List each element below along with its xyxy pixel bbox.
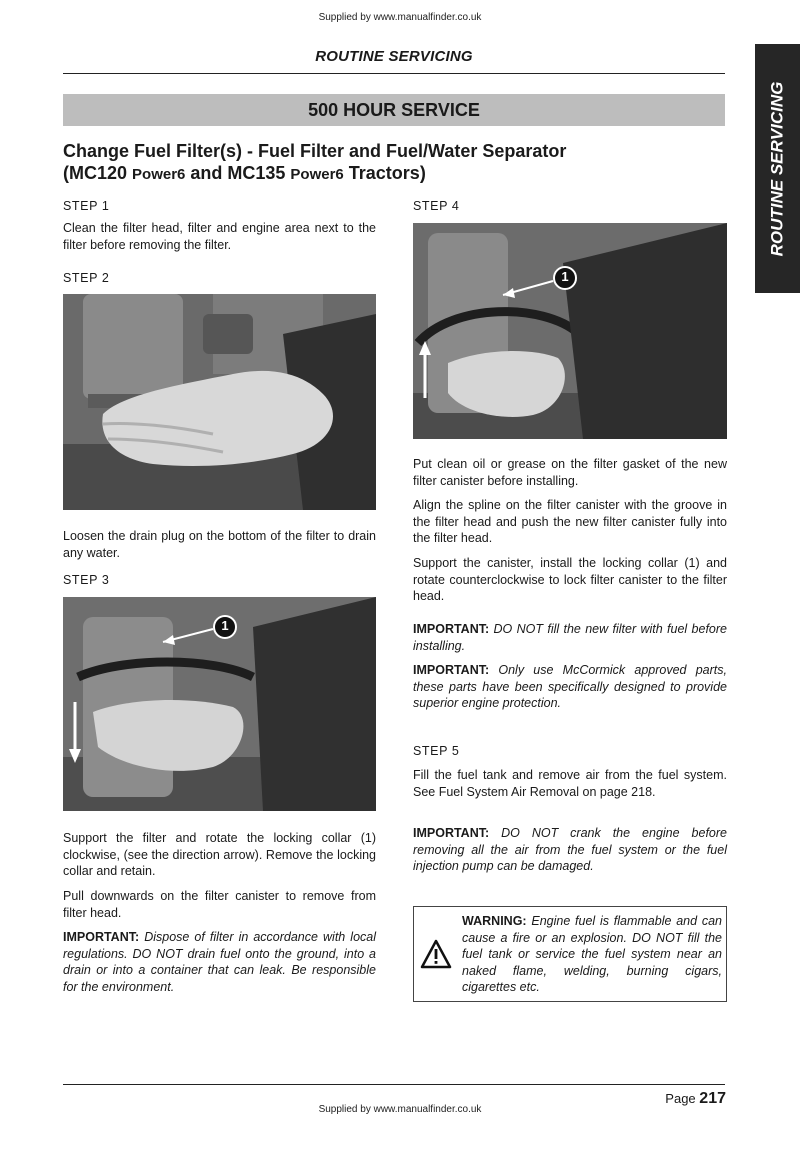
warning-body: Engine fuel is flammable and can cause a fire or an explosion. DO NOT fill the fuel tank or service the fuel system near an naked flame, welding, burning cigars, cigarettes etc. (462, 914, 722, 994)
step1-text: Clean the filter head, filter and engine area next to the filter before removing the filter. (63, 221, 376, 252)
warning-triangle-icon (420, 939, 452, 974)
heading-line-1: Change Fuel Filter(s) - Fuel Filter and Fuel/Water Separator (63, 141, 567, 161)
warning-label: WARNING: (462, 914, 527, 928)
section-title: ROUTINE SERVICING (315, 48, 473, 65)
warning-text (462, 913, 722, 996)
step3-text-2: Pull downwards on the filter canister to remove from filter head. (63, 889, 376, 920)
step2-label: STEP 2 (63, 271, 110, 285)
heading-power-1: Power6 (132, 166, 186, 183)
side-tab-label: ROUTINE SERVICING (767, 81, 787, 256)
right-important-1 (413, 621, 727, 654)
step4-callout-number: 1 (561, 269, 569, 284)
important-text: DO NOT fill the new filter with fuel before installing. (413, 622, 727, 653)
heading-model-2: and MC135 (185, 163, 291, 183)
supplied-by-header: Supplied by www.manualfinder.co.uk (318, 12, 482, 23)
right-important-2 (413, 662, 727, 712)
warning-box (413, 906, 727, 1002)
step5-text: Fill the fuel tank and remove air from the fuel system. See Fuel System Air Removal on page 218. (413, 768, 727, 799)
important-text: Dispose of filter in accordance with local regulations. DO NOT drain fuel onto the ground, into a drain or into a container that can leak. Be responsible for the environment. (63, 930, 377, 994)
step3-label: STEP 3 (63, 573, 110, 587)
right-important-3 (413, 825, 727, 875)
side-tab (755, 44, 800, 293)
important-text: DO NOT crank the engine before removing all the air from the fuel system or the fuel injection pump can be damaged. (413, 826, 727, 873)
step4-text-3: Support the canister, install the locking collar (1) and rotate counterclockwise to lock filter canister to the filter head. (413, 556, 727, 603)
page-number-value: 217 (699, 1090, 726, 1107)
service-banner: 500 HOUR SERVICE (63, 94, 725, 126)
left-important-note (63, 929, 376, 995)
page-heading (63, 140, 703, 186)
step5-label: STEP 5 (413, 744, 460, 758)
important-label: IMPORTANT: (413, 622, 490, 636)
step3-callout-number: 1 (221, 618, 229, 633)
step3-photo (63, 597, 376, 811)
important-label: IMPORTANT: (63, 930, 140, 944)
step3-text-1: Support the filter and rotate the locking collar (1) clockwise, (see the direction arrow). Remove the locking collar and retain. (63, 831, 376, 878)
step4-text-1: Put clean oil or grease on the filter gasket of the new filter canister before installing. (413, 457, 727, 488)
step2-photo (63, 294, 376, 510)
important-label: IMPORTANT: (413, 663, 490, 677)
heading-line-2 (63, 162, 703, 186)
heading-model-1: (MC120 (63, 163, 133, 183)
step4-label: STEP 4 (413, 199, 460, 213)
step4-photo (413, 223, 727, 439)
heading-tractors: Tractors) (343, 163, 426, 183)
important-text: Only use McCormick approved parts, these parts have been specifically designed to provide superior engine protection. (413, 663, 727, 710)
step1-label: STEP 1 (63, 199, 110, 213)
important-label: IMPORTANT: (413, 826, 490, 840)
step4-text-2: Align the spline on the filter canister with the groove in the filter head and push the new filter canister fully into the filter head. (413, 498, 727, 545)
footer-rule (63, 1084, 725, 1085)
header-rule (63, 73, 725, 74)
step2-text: Loosen the drain plug on the bottom of the filter to drain any water. (63, 529, 376, 560)
page-label: Page (665, 1091, 696, 1106)
supplied-by-footer: Supplied by www.manualfinder.co.uk (318, 1104, 482, 1115)
heading-power-2: Power6 (290, 166, 344, 183)
